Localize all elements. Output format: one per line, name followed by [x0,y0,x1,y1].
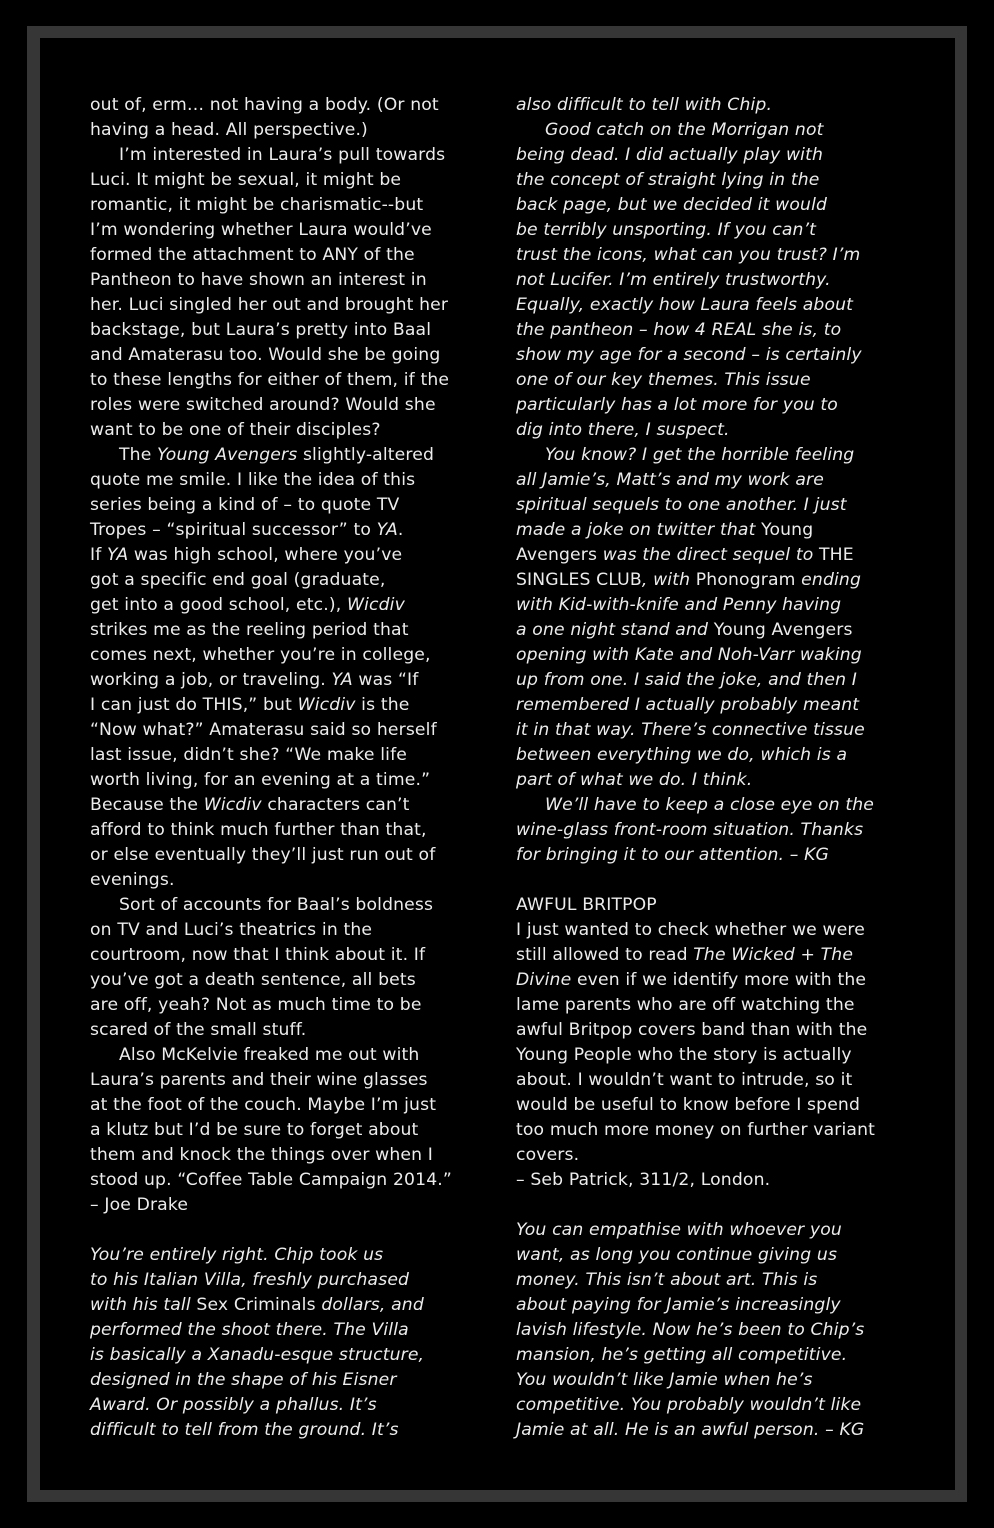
italic-text: Young Avengers [157,445,298,465]
text-line [516,293,916,318]
text-line [516,1143,916,1168]
text-run: Tropes – “spiritual successor” to [90,520,377,540]
italic-text: Award. Or possibly a phallus. It’s [90,1395,377,1415]
text-line [516,618,916,643]
italic-text: trust the icons, what can you trust? I’m [516,245,861,265]
italic-text: , with [641,570,696,590]
text-line [90,793,490,818]
text-line [90,1343,490,1368]
italic-text: between everything we do, which is a [516,745,848,765]
text-line [516,643,916,668]
text-line [90,1143,490,1168]
text-run: want to be one of their disciples? [90,420,381,440]
text-run: is the [355,695,410,715]
text-run: The [119,445,158,465]
text-run: are off, yeah? Not as much time to be [90,995,422,1015]
text-run: AWFUL BRITPOP [516,895,657,915]
text-line [90,568,490,593]
text-line [90,743,490,768]
text-line [90,1318,490,1343]
italic-text: You know? I get the horrible feeling [545,445,855,465]
text-line [90,168,490,193]
text-line [90,643,490,668]
text-line [516,1218,916,1243]
italic-text: Divine [516,970,572,990]
italic-text: YA [331,670,353,690]
text-line [516,893,916,918]
text-line [516,918,916,943]
text-run: stood up. “Coffee Table Campaign 2014.” [90,1170,452,1190]
text-line [516,493,916,518]
text-line [516,843,916,868]
text-line [516,1093,916,1118]
text-line [516,1293,916,1318]
text-line [516,518,916,543]
text-run: or else eventually they’ll just run out of [90,845,436,865]
text-line [516,418,916,443]
text-run: got a specific end goal (graduate, [90,570,386,590]
text-line [90,1243,490,1268]
paragraph-spacer [90,1218,490,1243]
italic-text: ending [795,570,862,590]
text-line [516,793,916,818]
paragraph-spacer [516,1193,916,1218]
italic-text: The Wicked + The [693,945,854,965]
text-run: scared of the small stuff. [90,1020,307,1040]
letters-column-left [90,93,490,1443]
italic-text: made a joke on twitter that [516,520,762,540]
text-line [516,118,916,143]
text-line [516,743,916,768]
text-run: Young [761,520,814,540]
italic-text: dollars, and [315,1295,424,1315]
text-run: quote me smile. I like the idea of this [90,470,416,490]
italic-text: for bringing it to our attention. – KG [516,845,830,865]
text-line [516,818,916,843]
text-line [516,1118,916,1143]
italic-text: with Kid-with-knife and Penny having [516,595,842,615]
text-line [516,718,916,743]
text-run: comes next, whether you’re in college, [90,645,431,665]
text-line [516,1368,916,1393]
italic-text: competitive. You probably wouldn’t like [516,1395,862,1415]
text-run: I can just do THIS,” but [90,695,298,715]
text-line [516,168,916,193]
text-line [90,1268,490,1293]
text-line [516,193,916,218]
text-run: last issue, didn’t she? “We make life [90,745,408,765]
text-run: Young Avengers [713,620,853,640]
text-line [90,1193,490,1218]
text-run: and Amaterasu too. Would she be going [90,345,441,365]
text-run: covers. [516,1145,580,1165]
text-line [90,193,490,218]
text-line [90,1068,490,1093]
italic-text: particularly has a lot more for you to [516,395,838,415]
text-line [90,618,490,643]
text-line [90,1168,490,1193]
text-line [516,968,916,993]
text-line [516,1393,916,1418]
text-run: SINGLES CLUB [516,570,642,590]
text-line [516,943,916,968]
text-run: courtroom, now that I think about it. If [90,945,426,965]
text-run: I’m interested in Laura’s pull towards [119,145,446,165]
text-line [516,143,916,168]
text-line [516,1343,916,1368]
text-line [516,1418,916,1443]
italic-text: We’ll have to keep a close eye on the [545,795,875,815]
text-run: even if we identify more with the [571,970,867,990]
text-line [90,993,490,1018]
paragraph-spacer [516,868,916,893]
italic-text: all Jamie’s, Matt’s and my work are [516,470,824,490]
text-run: you’ve got a death sentence, all bets [90,970,416,990]
text-line [516,593,916,618]
italic-text: back page, but we decided it would [516,195,828,215]
text-line [516,368,916,393]
text-run: to these lengths for either of them, if the [90,370,450,390]
text-run: awful Britpop covers band than with the [516,1020,868,1040]
text-line [90,1393,490,1418]
text-line [90,1093,490,1118]
italic-text: also difficult to tell with Chip. [516,95,773,115]
text-line [90,1293,490,1318]
text-line [90,368,490,393]
italic-text: not Lucifer. I’m entirely trustworthy. [516,270,831,290]
italic-text: performed the shoot there. The Villa [90,1320,409,1340]
text-run: If [90,545,108,565]
text-run: Pantheon to have shown an interest in [90,270,427,290]
text-run: on TV and Luci’s theatrics in the [90,920,373,940]
italic-text: was the direct sequel to [597,545,819,565]
text-run: Also McKelvie freaked me out with [119,1045,420,1065]
text-line [516,468,916,493]
text-run: THE [819,545,854,565]
text-line [90,93,490,118]
italic-text: remembered I actually probably meant [516,695,860,715]
italic-text: show my age for a second – is certainly [516,345,862,365]
italic-text: Wicdiv [297,695,356,715]
text-line [516,268,916,293]
italic-text: wine-glass front-room situation. Thanks [516,820,864,840]
text-line [516,318,916,343]
text-line [90,543,490,568]
text-line [90,243,490,268]
text-run: . [397,520,404,540]
italic-text: part of what we do. I think. [516,770,753,790]
text-run: worth living, for an evening at a time.” [90,770,431,790]
text-run: having a head. All perspective.) [90,120,368,140]
text-line [516,768,916,793]
text-run: roles were switched around? Would she [90,395,436,415]
text-run: at the foot of the couch. Maybe I’m just [90,1095,437,1115]
text-run: Sort of accounts for Baal’s boldness [119,895,434,915]
italic-text: is basically a Xanadu-esque structure, [90,1345,425,1365]
text-line [90,318,490,343]
italic-text: opening with Kate and Noh-Varr waking [516,645,862,665]
text-line [90,868,490,893]
text-run: working a job, or traveling. [90,670,332,690]
italic-text: designed in the shape of his Eisner [90,1370,397,1390]
text-line [516,1318,916,1343]
text-run: I’m wondering whether Laura would’ve [90,220,432,240]
text-line [516,1018,916,1043]
text-run: her. Luci singled her out and brought her [90,295,449,315]
text-run: formed the attachment to ANY of the [90,245,415,265]
text-run: them and knock the things over when I [90,1145,434,1165]
text-line [90,1043,490,1068]
text-run: Avengers [516,545,598,565]
italic-text: up from one. I said the joke, and then I [516,670,858,690]
text-line [90,893,490,918]
text-line [516,543,916,568]
italic-text: one of our key themes. This issue [516,370,811,390]
text-line [516,1068,916,1093]
italic-text: about paying for Jamie’s increasingly [516,1295,841,1315]
text-run: strikes me as the reeling period that [90,620,409,640]
text-line [516,668,916,693]
text-run: get into a good school, etc.), [90,595,347,615]
text-line [90,843,490,868]
italic-text: difficult to tell from the ground. It’s [90,1420,399,1440]
text-run: – Joe Drake [90,1195,189,1215]
text-line [90,943,490,968]
italic-text: YA [376,520,398,540]
text-line [516,1168,916,1193]
text-line [90,593,490,618]
text-run: afford to think much further than that, [90,820,427,840]
italic-text: YA [107,545,129,565]
text-run: Phonogram [695,570,796,590]
text-run: was high school, where you’ve [128,545,403,565]
text-line [516,993,916,1018]
text-line [90,468,490,493]
text-run: Because the [90,795,204,815]
text-run: Luci. It might be sexual, it might be [90,170,402,190]
text-line [516,343,916,368]
text-line [516,393,916,418]
text-run: too much more money on further variant [516,1120,876,1140]
italic-text: lavish lifestyle. Now he’s been to Chip’s [516,1320,865,1340]
text-line [90,143,490,168]
text-line [90,418,490,443]
text-line [516,218,916,243]
italic-text: it in that way. There’s connective tissue [516,720,865,740]
text-line [516,693,916,718]
italic-text: Jamie at all. He is an awful person. – KG [516,1420,865,1440]
text-line [90,918,490,943]
italic-text: a one night stand and [516,620,714,640]
italic-text: Wicdiv [346,595,405,615]
text-run: characters can’t [261,795,410,815]
text-run: a klutz but I’d be sure to forget about [90,1120,419,1140]
text-run: Sex Criminals [196,1295,316,1315]
text-run: series being a kind of – to quote TV [90,495,400,515]
italic-text: Wicdiv [203,795,262,815]
italic-text: the concept of straight lying in the [516,170,820,190]
text-line [90,718,490,743]
text-run: would be useful to know before I spend [516,1095,861,1115]
italic-text: money. This isn’t about art. This is [516,1270,818,1290]
italic-text: want, as long you continue giving us [516,1245,838,1265]
text-line [516,443,916,468]
text-run: evenings. [90,870,175,890]
text-run: about. I wouldn’t want to intrude, so it [516,1070,853,1090]
text-line [90,443,490,468]
italic-text: You wouldn’t like Jamie when he’s [516,1370,813,1390]
text-line [90,1418,490,1443]
italic-text: being dead. I did actually play with [516,145,824,165]
italic-text: dig into there, I suspect. [516,420,730,440]
text-line [90,218,490,243]
italic-text: spiritual sequels to one another. I just [516,495,847,515]
text-line [90,493,490,518]
text-line [90,518,490,543]
text-run: romantic, it might be charismatic--but [90,195,424,215]
text-line [90,968,490,993]
text-line [90,393,490,418]
text-run: – Seb Patrick, 311/2, London. [516,1170,771,1190]
text-line [90,268,490,293]
text-line [516,1043,916,1068]
text-line [90,293,490,318]
text-run: still allowed to read [516,945,694,965]
italic-text: to his Italian Villa, freshly purchased [90,1270,410,1290]
text-line [516,93,916,118]
text-run: lame parents who are off watching the [516,995,855,1015]
italic-text: the pantheon – how 4 REAL she is, to [516,320,842,340]
italic-text: be terribly unsporting. If you can’t [516,220,817,240]
italic-text: with his tall [90,1295,197,1315]
text-line [90,818,490,843]
text-line [90,768,490,793]
text-line [90,1018,490,1043]
text-run: I just wanted to check whether we were [516,920,865,940]
text-run: “Now what?” Amaterasu said so herself [90,720,437,740]
text-run: backstage, but Laura’s pretty into Baal [90,320,432,340]
text-line [90,1368,490,1393]
italic-text: mansion, he’s getting all competitive. [516,1345,848,1365]
text-line [90,693,490,718]
text-run: slightly-altered [297,445,435,465]
italic-text: Equally, exactly how Laura feels about [516,295,854,315]
text-line [90,1118,490,1143]
italic-text: You can empathise with whoever you [516,1220,842,1240]
italic-text: You’re entirely right. Chip took us [90,1245,384,1265]
text-line [516,243,916,268]
text-line [516,1268,916,1293]
text-run: out of, erm… not having a body. (Or not [90,95,439,115]
text-line [90,118,490,143]
text-line [516,568,916,593]
text-line [516,1243,916,1268]
letters-column-right [516,93,916,1443]
italic-text: Good catch on the Morrigan not [545,120,824,140]
text-run: Young People who the story is actually [516,1045,852,1065]
text-line [90,668,490,693]
text-run: was “If [352,670,419,690]
text-line [90,343,490,368]
text-run: Laura’s parents and their wine glasses [90,1070,428,1090]
